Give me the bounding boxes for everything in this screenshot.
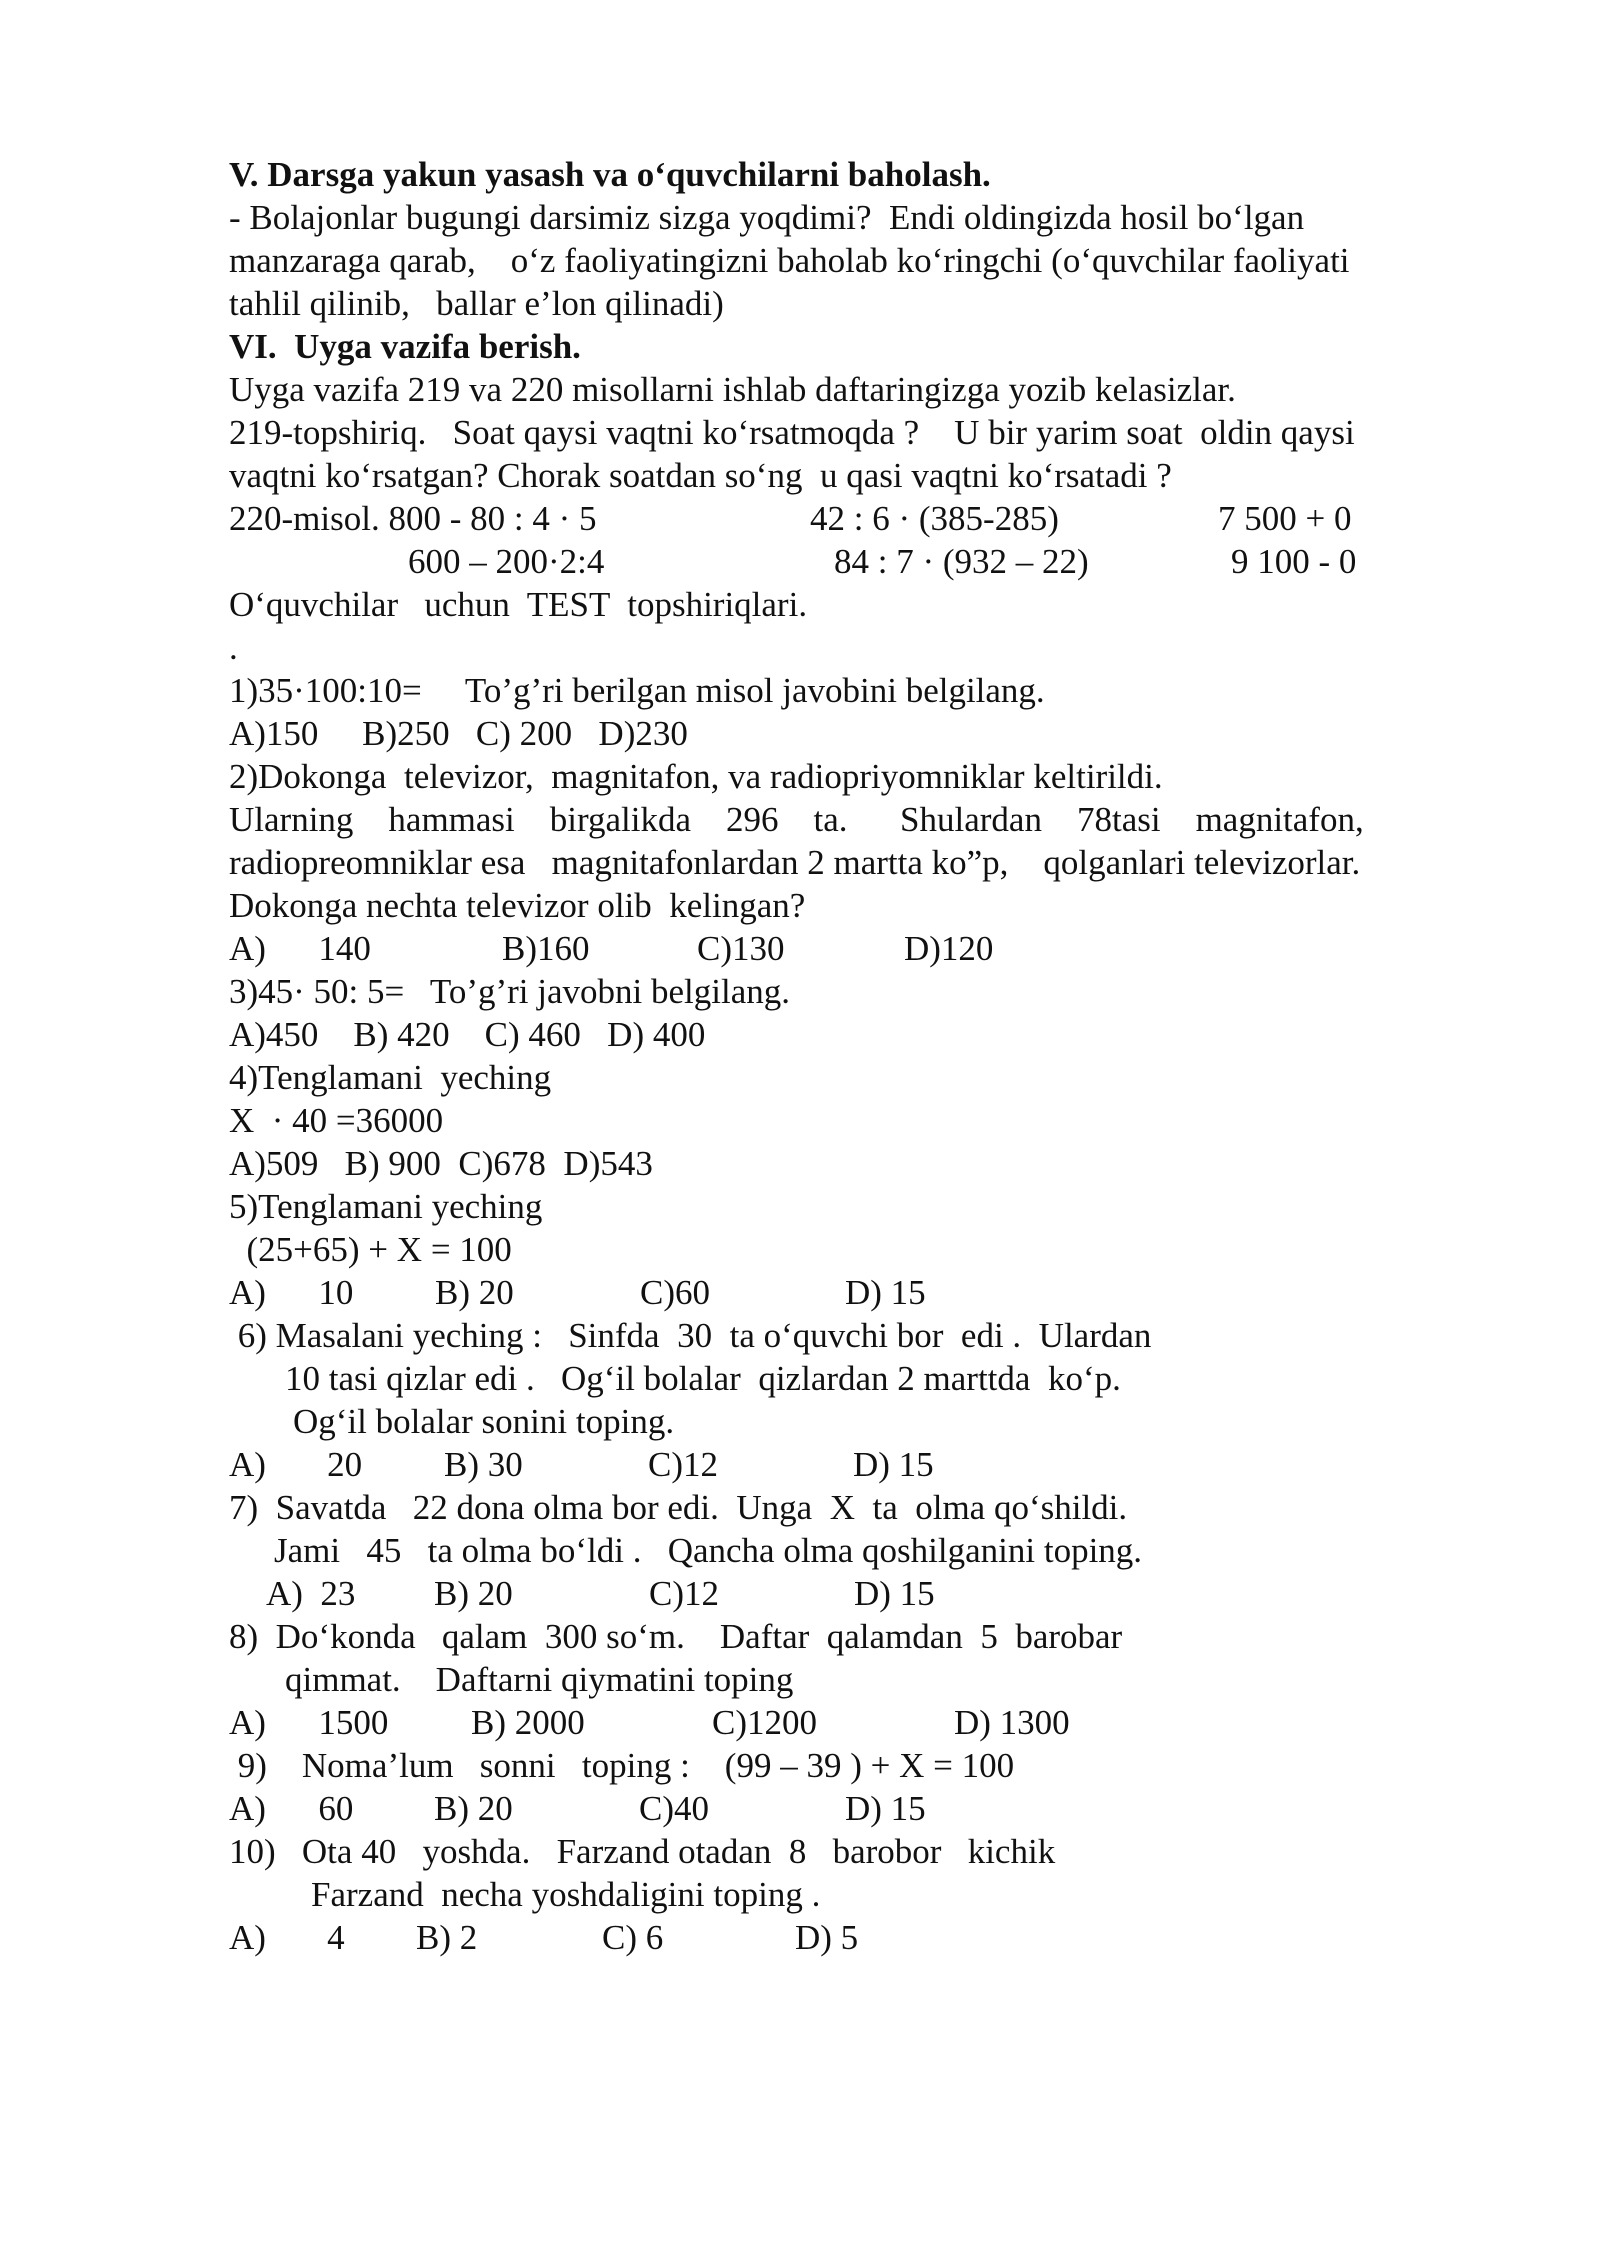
q10-option-c: C) 6 bbox=[602, 1918, 664, 1957]
q9-option-d: D) 15 bbox=[845, 1789, 926, 1828]
ex220-r1c1: 220-misol. 800 - 80 : 4 · 5 bbox=[229, 499, 597, 538]
q10-option-a: A) 4 bbox=[229, 1918, 345, 1957]
q6-option-a: A) 20 bbox=[229, 1445, 363, 1484]
q8-option-a: A) 1500 bbox=[229, 1703, 389, 1742]
q4-equation: X · 40 =36000 bbox=[229, 1101, 444, 1140]
q3-options: A)450 B) 420 C) 460 D) 400 bbox=[229, 1015, 706, 1054]
q3-text: 3)45· 50: 5= To’g’ri javobni belgilang. bbox=[229, 972, 790, 1011]
q5-option-d: D) 15 bbox=[845, 1273, 926, 1312]
test-dot: . bbox=[229, 628, 238, 667]
q7-option-a: A) 23 bbox=[266, 1574, 356, 1613]
ex220-r1c2: 42 : 6 · (385-285) bbox=[810, 499, 1059, 538]
q5-option-a: A) 10 bbox=[229, 1273, 354, 1312]
q5-option-c: C)60 bbox=[640, 1273, 710, 1312]
q8-option-d: D) 1300 bbox=[954, 1703, 1070, 1742]
ex220-r2c3: 9 100 - 0 bbox=[1231, 542, 1357, 581]
q7-option-c: C)12 bbox=[649, 1574, 719, 1613]
test-title: O‘quvchilar uchun TEST topshiriqlari. bbox=[229, 585, 808, 624]
q2-option-a: A) 140 bbox=[229, 929, 371, 968]
ex220-r2c2: 84 : 7 · (932 – 22) bbox=[834, 542, 1089, 581]
q10-option-b: B) 2 bbox=[416, 1918, 478, 1957]
q7-line-1: 7) Savatda 22 dona olma bor edi. Unga X ta olma qo‘shildi. bbox=[229, 1488, 1128, 1527]
q10-line-1: 10) Ota 40 yoshda. Farzand otadan 8 barobor kichik bbox=[229, 1832, 1056, 1871]
q10-line-2: Farzand necha yoshdaligini toping . bbox=[311, 1875, 821, 1914]
q1-options: A)150 B)250 C) 200 D)230 bbox=[229, 714, 688, 753]
q2-option-d: D)120 bbox=[904, 929, 994, 968]
section-6-line-2: 219-topshiriq. Soat qaysi vaqtni ko‘rsatmoqda ? U bir yarim soat oldin qaysi bbox=[229, 413, 1355, 452]
section-6-line-1: Uyga vazifa 219 va 220 misollarni ishlab daftaringizga yozib kelasizlar. bbox=[229, 370, 1236, 409]
q10-option-d: D) 5 bbox=[795, 1918, 859, 1957]
q9-option-a: A) 60 bbox=[229, 1789, 354, 1828]
q7-line-2: Jami 45 ta olma bo‘ldi . Qancha olma qoshilganini toping. bbox=[274, 1531, 1143, 1570]
q6-option-c: C)12 bbox=[648, 1445, 718, 1484]
q9-text: 9) Noma’lum sonni toping : (99 – 39 ) + X = 100 bbox=[229, 1746, 1015, 1785]
ex220-r1c3: 7 500 + 0 bbox=[1218, 499, 1352, 538]
q9-option-b: B) 20 bbox=[434, 1789, 513, 1828]
q6-line-2: 10 tasi qizlar edi . Og‘il bolalar qizlardan 2 marttda ko‘p. bbox=[285, 1359, 1121, 1398]
section-6-line-3: vaqtni ko‘rsatgan? Chorak soatdan so‘ng u qasi vaqtni ko‘rsatadi ? bbox=[229, 456, 1172, 495]
q4-options: A)509 B) 900 C)678 D)543 bbox=[229, 1144, 653, 1183]
section-5-heading: V. Darsga yakun yasash va o‘quvchilarni baholash. bbox=[229, 155, 991, 194]
q1-text: 1)35·100:10= To’g’ri berilgan misol javobini belgilang. bbox=[229, 671, 1045, 710]
section-5-line-1: - Bolajonlar bugungi darsimiz sizga yoqdimi? Endi oldingizda hosil bo‘lgan bbox=[229, 198, 1305, 237]
q2-line-4: Dokonga nechta televizor olib kelingan? bbox=[229, 886, 806, 925]
q9-option-c: C)40 bbox=[639, 1789, 709, 1828]
section-5-line-2: manzaraga qarab, o‘z faoliyatingizni baholab ko‘ringchi (o‘quvchilar faoliyati bbox=[229, 241, 1350, 280]
q4-text: 4)Tenglamani yeching bbox=[229, 1058, 552, 1097]
section-6-heading: VI. Uyga vazifa berish. bbox=[229, 327, 581, 366]
q6-line-3: Og‘il bolalar sonini toping. bbox=[293, 1402, 675, 1441]
q2-line-1: 2)Dokonga televizor, magnitafon, va radiopriyomniklar keltirildi. bbox=[229, 757, 1163, 796]
q6-option-d: D) 15 bbox=[853, 1445, 934, 1484]
q7-option-b: B) 20 bbox=[434, 1574, 513, 1613]
q6-line-1: 6) Masalani yeching : Sinfda 30 ta o‘quvchi bor edi . Ulardan bbox=[229, 1316, 1152, 1355]
ex220-r2c1: 600 – 200·2:4 bbox=[408, 542, 605, 581]
q7-option-d: D) 15 bbox=[854, 1574, 935, 1613]
q2-option-c: C)130 bbox=[697, 929, 785, 968]
q8-option-b: B) 2000 bbox=[471, 1703, 585, 1742]
q2-line-2: Ularning hammasi birgalikda 296 ta. Shulardan 78tasi magnitafon, bbox=[229, 800, 1364, 839]
q5-text: 5)Tenglamani yeching bbox=[229, 1187, 543, 1226]
q2-line-3: radiopreomniklar esa magnitafonlardan 2 martta ko”p, qolganlari televizorlar. bbox=[229, 843, 1361, 882]
q2-option-b: B)160 bbox=[502, 929, 590, 968]
q8-line-2: qimmat. Daftarni qiymatini toping bbox=[285, 1660, 794, 1699]
q5-option-b: B) 20 bbox=[435, 1273, 514, 1312]
q8-option-c: C)1200 bbox=[712, 1703, 817, 1742]
q5-equation: (25+65) + X = 100 bbox=[229, 1230, 512, 1269]
section-5-line-3: tahlil qilinib, ballar e’lon qilinadi) bbox=[229, 284, 724, 323]
q8-line-1: 8) Do‘konda qalam 300 so‘m. Daftar qalamdan 5 barobar bbox=[229, 1617, 1123, 1656]
q6-option-b: B) 30 bbox=[444, 1445, 523, 1484]
